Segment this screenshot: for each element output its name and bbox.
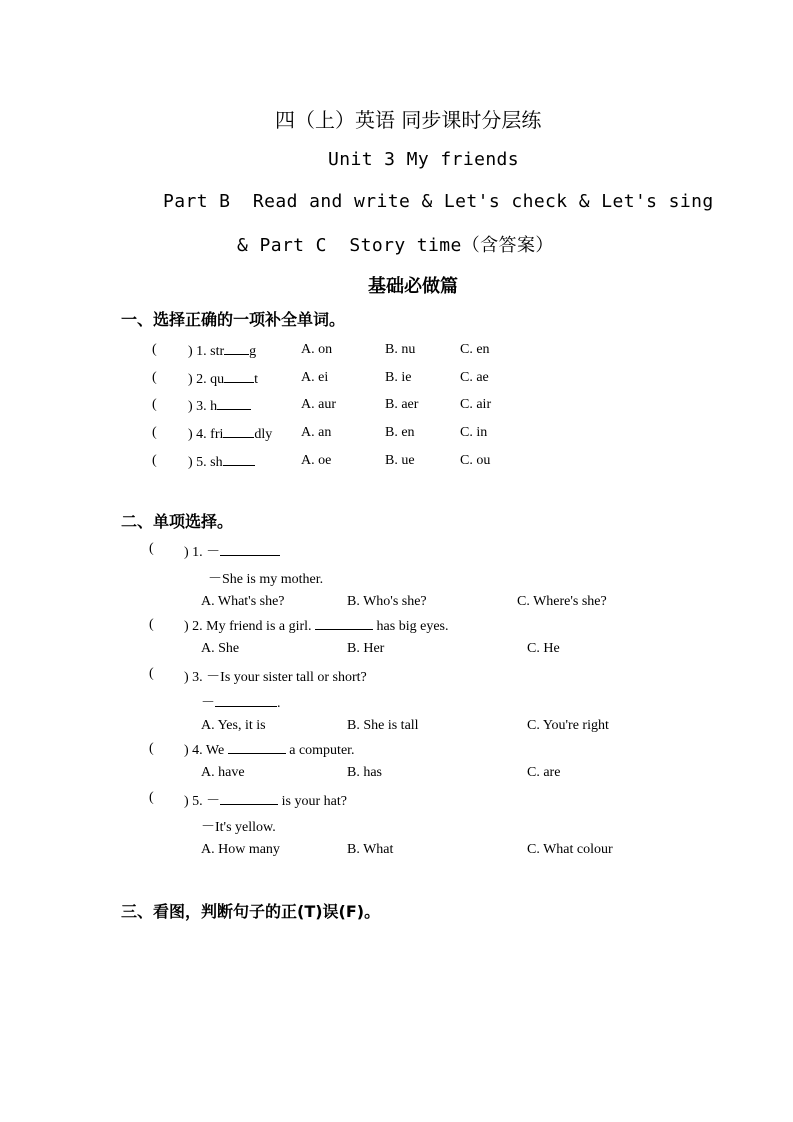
question-2[interactable]: ) 2. qu t [188,372,259,387]
option-b[interactable]: B. aer [385,397,419,412]
level-title: 基础必做篇 [368,276,458,297]
page-title: 四（上）英语 同步课时分层练 [275,108,542,132]
option-c[interactable]: C. in [460,425,488,440]
option-a[interactable]: A. Yes, it is [201,718,266,733]
option-a[interactable]: A. She [201,641,240,656]
option-b[interactable]: B. ue [385,453,415,468]
mc-question-5[interactable]: ) 5. － is your hat? [184,794,347,809]
answer-blank[interactable] [223,425,254,438]
section3-heading: 三、看图，判断句子的正(T)误(F)。 [121,902,381,921]
part-title-line2: & Part C Story time（含答案） [237,235,554,256]
question-3[interactable]: ) 3. h [188,397,251,415]
answer-blank[interactable] [224,342,249,355]
answer-paren-open: ( [149,541,154,556]
option-b[interactable]: B. ie [385,370,412,385]
option-a[interactable]: A. What's she? [201,594,285,609]
mc-q1-response: －She is my mother. [208,572,324,587]
option-c[interactable]: C. He [527,641,560,656]
option-b[interactable]: B. en [385,425,415,440]
option-a[interactable]: A. oe [301,453,332,468]
answer-paren-open: ( [149,666,154,681]
answer-paren-open: ( [149,741,154,756]
answer-paren-open: ( [152,370,157,385]
option-b[interactable]: B. She is tall [347,718,419,733]
answer-blank[interactable] [224,370,254,383]
answer-blank[interactable] [223,453,255,466]
option-c[interactable]: C. What colour [527,842,613,857]
unit-title: Unit 3 My friends [328,149,520,170]
mc-question-1[interactable]: ) 1. － [184,541,280,561]
option-b[interactable]: B. has [347,765,382,780]
question-5[interactable]: ) 5. sh [188,453,255,471]
option-b[interactable]: B. Her [347,641,385,656]
answer-blank[interactable] [228,741,286,754]
option-c[interactable]: C. ae [460,370,489,385]
answer-blank[interactable] [315,617,373,630]
mc-q5-response: －It's yellow. [201,820,276,835]
question-1[interactable]: ) 1. str g [188,344,257,359]
question-4[interactable]: ) 4. fri dly [188,427,273,442]
option-b[interactable]: B. Who's she? [347,594,427,609]
option-c[interactable]: C. are [527,765,561,780]
option-a[interactable]: A. ei [301,370,329,385]
option-a[interactable]: A. How many [201,842,280,857]
section2-heading: 二、单项选择。 [121,512,234,531]
answer-paren-open: ( [152,425,157,440]
answer-blank[interactable] [215,694,277,707]
answer-paren-open: ( [149,617,154,632]
part-title-line1: Part B Read and write & Let's check & Let's sing [163,191,714,212]
answer-blank[interactable] [217,397,251,410]
answer-paren-open: ( [149,790,154,805]
answer-blank[interactable] [220,543,280,556]
option-b[interactable]: B. nu [385,342,416,357]
option-c[interactable]: C. You're right [527,718,609,733]
mc-q3-response[interactable]: － . [201,696,281,711]
answer-paren-open: ( [152,342,157,357]
answer-paren-open: ( [152,453,157,468]
option-b[interactable]: B. What [347,842,394,857]
option-a[interactable]: A. have [201,765,245,780]
section1-heading: 一、选择正确的一项补全单词。 [121,310,346,329]
mc-question-2[interactable]: ) 2. My friend is a girl. has big eyes. [184,619,449,634]
mc-question-3[interactable]: ) 3. －Is your sister tall or short? [184,670,367,685]
option-c[interactable]: C. en [460,342,490,357]
option-c[interactable]: C. air [460,397,492,412]
answer-paren-open: ( [152,397,157,412]
answer-blank[interactable] [220,792,278,805]
option-c[interactable]: C. Where's she? [517,594,607,609]
option-a[interactable]: A. aur [301,397,336,412]
mc-question-4[interactable]: ) 4. We a computer. [184,743,355,758]
option-c[interactable]: C. ou [460,453,491,468]
option-a[interactable]: A. an [301,425,332,440]
option-a[interactable]: A. on [301,342,333,357]
